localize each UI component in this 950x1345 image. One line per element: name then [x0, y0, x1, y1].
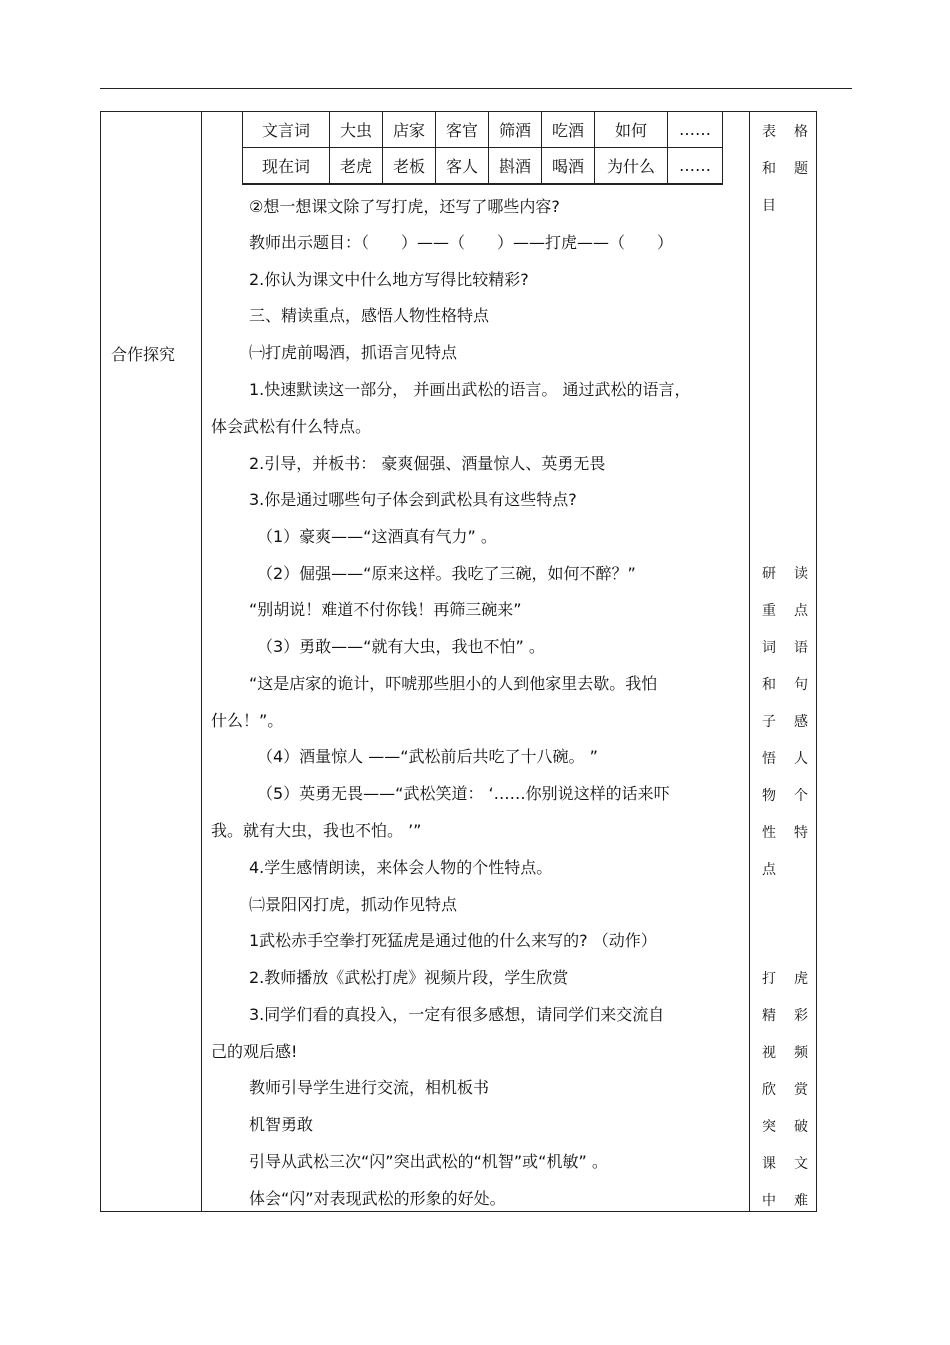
vocab-cell: 喝酒: [542, 148, 595, 185]
text-line: 引导从武松三次“闪”突出武松的“机智”或“机敏” 。: [249, 1152, 608, 1171]
note-char: 子: [762, 714, 776, 730]
vocab-cell: 现在词: [243, 148, 330, 185]
text-line: ㈡景阳冈打虎，抓动作见特点: [249, 895, 458, 914]
vocab-cell: 吃酒: [542, 112, 595, 148]
note-char: 表: [762, 124, 776, 140]
note-char: 欣: [762, 1082, 776, 1098]
text-line: 教师出示题目：（ ）——（ ）——打虎——（ ）: [249, 233, 674, 252]
note-char: 和: [762, 677, 776, 693]
note-char: 性: [762, 825, 776, 841]
note-char: 读: [794, 566, 808, 582]
note-char: 词: [762, 640, 776, 656]
note-char: 句: [794, 677, 808, 693]
vocab-cell: 斟酒: [489, 148, 542, 185]
note-char: 特: [794, 825, 808, 841]
note-char: 点: [762, 862, 776, 878]
vocab-cell: 为什么: [595, 148, 668, 185]
text-line: 机智勇敢: [249, 1115, 314, 1134]
vocab-cell: 客人: [436, 148, 489, 185]
text-line: 3.同学们看的真投入，一定有很多感想，请同学们来交流自: [249, 1005, 665, 1024]
note-char: 文: [794, 1156, 808, 1172]
column-divider-1: [201, 112, 202, 1211]
vocab-table: [242, 112, 723, 185]
text-line: （4）酒量惊人 ——“武松前后共吃了十八碗。 ”: [257, 747, 598, 766]
vocab-cell: 客官: [436, 112, 489, 148]
vocab-row-classical: [243, 112, 723, 148]
note-char: 赏: [794, 1082, 808, 1098]
text-line: （2）倔强——“原来这样。我吃了三碗，如何不醉？”: [257, 564, 636, 583]
column-divider-2: [749, 112, 750, 1211]
text-line: “这是店家的诡计，吓唬那些胆小的人到他家里去歇。我怕: [249, 674, 658, 693]
vocab-row-modern: [243, 148, 723, 185]
vocab-cell: ……: [668, 112, 723, 148]
text-line: 4.学生感情朗读，来体会人物的个性特点。: [249, 858, 553, 877]
section-label: 合作探究: [111, 345, 176, 364]
note-char: 重: [762, 603, 776, 619]
note-char: 精: [762, 1008, 776, 1024]
vocab-cell: 老板: [383, 148, 436, 185]
note-char: 打: [762, 971, 776, 987]
text-line: 2.教师播放《武松打虎》视频片段，学生欣赏: [249, 968, 569, 987]
note-char: 物: [762, 788, 776, 804]
text-line: 1.快速默读这一部分， 并画出武松的语言。 通过武松的语言，: [249, 380, 691, 399]
note-char: 点: [794, 603, 808, 619]
note-char: 研: [762, 566, 776, 582]
note-char: 课: [762, 1156, 776, 1172]
note-char: 目: [762, 198, 776, 214]
text-line: 2.引导，并板书： 豪爽倔强、酒量惊人、英勇无畏: [249, 454, 606, 473]
note-char: 彩: [794, 1008, 808, 1024]
lesson-table: [100, 111, 817, 1212]
vocab-cell: 老虎: [330, 148, 383, 185]
text-line: 体会“闪”对表现武松的形象的好处。: [249, 1189, 506, 1208]
note-char: 悟: [762, 751, 776, 767]
text-line: 己的观后感!: [211, 1042, 298, 1061]
vocab-cell: 如何: [595, 112, 668, 148]
note-char: 视: [762, 1045, 776, 1061]
text-line: 我。就有大虫，我也不怕。 ’”: [211, 821, 422, 840]
note-char: 和: [762, 161, 776, 177]
text-line: “别胡说！难道不付你钱！再筛三碗来”: [249, 600, 522, 619]
note-char: 语: [794, 640, 808, 656]
vocab-cell: 店家: [383, 112, 436, 148]
vocab-cell: 筛酒: [489, 112, 542, 148]
text-line: 体会武松有什么特点。: [211, 417, 372, 436]
note-char: 格: [794, 124, 808, 140]
text-line: 教师引导学生进行交流，相机板书: [249, 1078, 490, 1097]
note-char: 人: [794, 751, 808, 767]
text-line: ②想一想课文除了写打虎，还写了哪些内容?: [249, 197, 560, 216]
text-line: （5）英勇无畏——“武松笑道： ‘……你别说这样的话来吓: [257, 784, 670, 803]
text-line: 2.你认为课文中什么地方写得比较精彩?: [249, 270, 529, 289]
vocab-cell: 大虫: [330, 112, 383, 148]
vocab-cell: ……: [668, 148, 723, 185]
note-char: 中: [762, 1193, 776, 1209]
text-line: （3）勇敢——“就有大虫，我也不怕” 。: [257, 637, 545, 656]
note-char: 个: [794, 788, 808, 804]
text-line: 3.你是通过哪些句子体会到武松具有这些特点?: [249, 490, 577, 509]
text-line: ㈠打虎前喝酒，抓语言见特点: [249, 343, 458, 362]
note-char: 难: [794, 1193, 808, 1209]
vocab-cell: 文言词: [243, 112, 330, 148]
top-rule: [100, 88, 852, 89]
note-char: 虎: [794, 971, 808, 987]
note-char: 频: [794, 1045, 808, 1061]
note-char: 突: [762, 1119, 776, 1135]
text-line: （1）豪爽——“这酒真有气力” 。: [257, 527, 497, 546]
text-line: 1武松赤手空拳打死猛虎是通过他的什么来写的? （动作）: [249, 931, 657, 950]
note-char: 题: [794, 161, 808, 177]
text-line: 什么！”。: [211, 711, 284, 730]
note-char: 破: [794, 1119, 808, 1135]
text-line: 三、精读重点，感悟人物性格特点: [249, 306, 490, 325]
note-char: 感: [794, 714, 808, 730]
